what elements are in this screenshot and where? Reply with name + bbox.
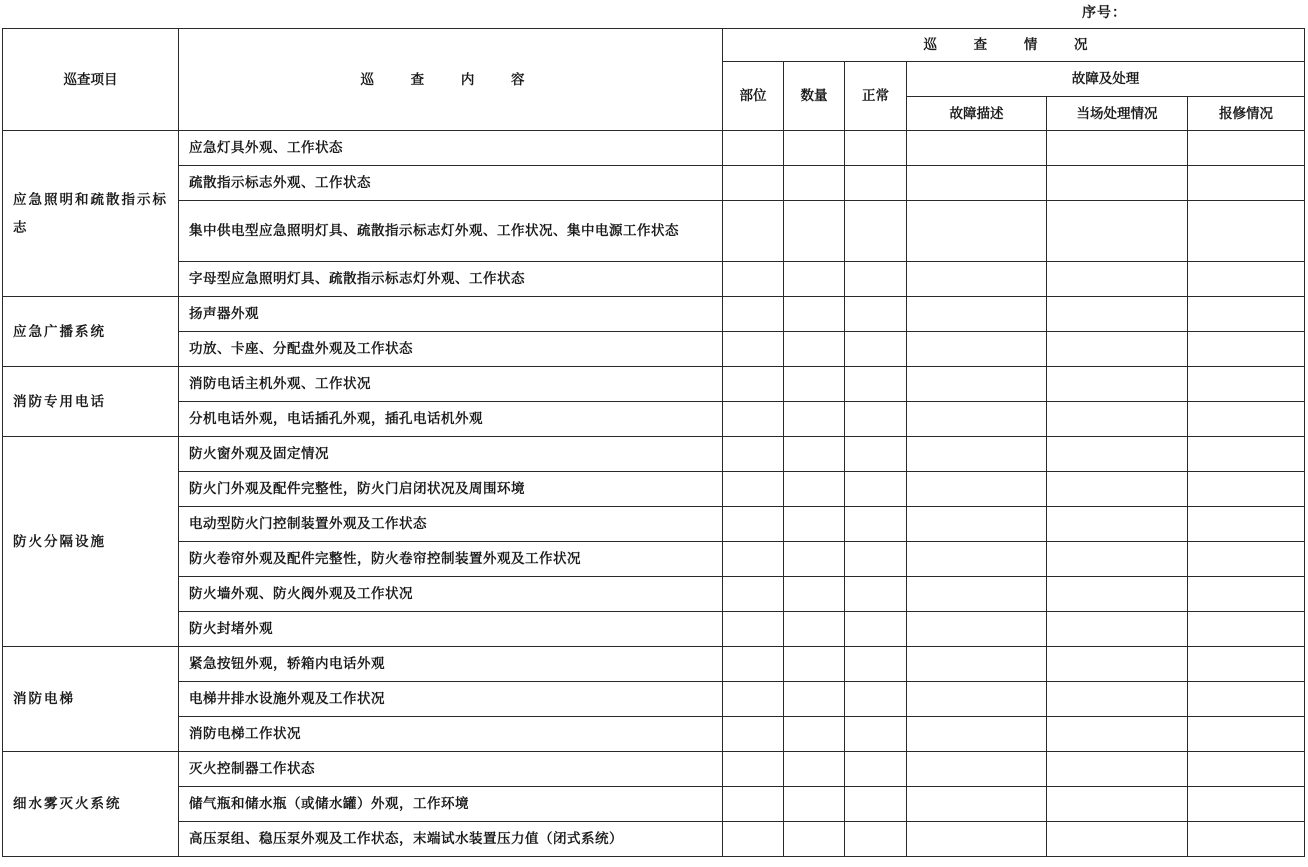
location-cell[interactable] (723, 612, 784, 647)
location-cell[interactable] (723, 717, 784, 752)
onsite-cell[interactable] (1047, 472, 1188, 507)
onsite-cell[interactable] (1047, 297, 1188, 332)
repair-cell[interactable] (1188, 577, 1305, 612)
content-cell: 紧急按钮外观，轿箱内电话外观 (179, 647, 723, 682)
header-normal: 正常 (845, 62, 907, 131)
location-cell[interactable] (723, 131, 784, 166)
table-row (3, 437, 1305, 472)
normal-cell[interactable] (845, 542, 907, 577)
normal-cell[interactable] (845, 577, 907, 612)
table-row (3, 752, 1305, 787)
fault-desc-cell[interactable] (907, 297, 1047, 332)
location-cell[interactable] (723, 367, 784, 402)
location-cell[interactable] (723, 166, 784, 201)
onsite-cell[interactable] (1047, 166, 1188, 201)
header-repair: 报修情况 (1188, 97, 1305, 131)
quantity-cell[interactable] (784, 577, 845, 612)
quantity-cell[interactable] (784, 367, 845, 402)
header-onsite: 当场处理情况 (1047, 97, 1188, 131)
content-cell: 防火封堵外观 (179, 612, 723, 647)
content-cell: 集中供电型应急照明灯具、疏散指示标志灯外观、工作状况、集中电源工作状态 (179, 201, 723, 262)
category-cell: 消防电梯 (3, 647, 179, 752)
content-cell: 消防电梯工作状况 (179, 717, 723, 752)
header-situation: 巡 查 情 况 (723, 29, 1305, 62)
serial-number-label: 序号： (1082, 5, 1127, 21)
repair-cell[interactable] (1188, 647, 1305, 682)
location-cell[interactable] (723, 577, 784, 612)
quantity-cell[interactable] (784, 682, 845, 717)
quantity-cell[interactable] (784, 787, 845, 822)
location-cell[interactable] (723, 332, 784, 367)
quantity-cell[interactable] (784, 647, 845, 682)
repair-cell[interactable] (1188, 717, 1305, 752)
normal-cell[interactable] (845, 201, 907, 262)
content-cell: 应急灯具外观、工作状态 (179, 131, 723, 166)
content-cell: 防火门外观及配件完整性，防火门启闭状况及周围环境 (179, 472, 723, 507)
table-header (3, 29, 1305, 131)
table-row (3, 131, 1305, 166)
header-quantity: 数量 (784, 62, 845, 131)
normal-cell[interactable] (845, 787, 907, 822)
normal-cell[interactable] (845, 131, 907, 166)
location-cell[interactable] (723, 752, 784, 787)
normal-cell[interactable] (845, 682, 907, 717)
fault-desc-cell[interactable] (907, 682, 1047, 717)
fault-desc-cell[interactable] (907, 752, 1047, 787)
repair-cell[interactable] (1188, 612, 1305, 647)
table-body (3, 131, 1305, 857)
location-cell[interactable] (723, 542, 784, 577)
category-cell: 细水雾灭火系统 (3, 752, 179, 857)
normal-cell[interactable] (845, 507, 907, 542)
quantity-cell[interactable] (784, 542, 845, 577)
repair-cell[interactable] (1188, 262, 1305, 297)
onsite-cell[interactable] (1047, 787, 1188, 822)
fault-desc-cell[interactable] (907, 131, 1047, 166)
table-row (3, 822, 1305, 857)
fault-desc-cell[interactable] (907, 402, 1047, 437)
table-row (3, 577, 1305, 612)
repair-cell[interactable] (1188, 402, 1305, 437)
header-fault-group: 故障及处理 (907, 62, 1305, 97)
location-cell[interactable] (723, 472, 784, 507)
repair-cell[interactable] (1188, 752, 1305, 787)
repair-cell[interactable] (1188, 166, 1305, 201)
normal-cell[interactable] (845, 332, 907, 367)
quantity-cell[interactable] (784, 166, 845, 201)
content-cell: 功放、卡座、分配盘外观及工作状态 (179, 332, 723, 367)
onsite-cell[interactable] (1047, 682, 1188, 717)
normal-cell[interactable] (845, 402, 907, 437)
location-cell[interactable] (723, 787, 784, 822)
quantity-cell[interactable] (784, 131, 845, 166)
content-cell: 防火窗外观及固定情况 (179, 437, 723, 472)
category-cell: 防火分隔设施 (3, 437, 179, 647)
table-row (3, 262, 1305, 297)
normal-cell[interactable] (845, 367, 907, 402)
onsite-cell[interactable] (1047, 367, 1188, 402)
onsite-cell[interactable] (1047, 262, 1188, 297)
fault-desc-cell[interactable] (907, 507, 1047, 542)
table-row (3, 297, 1305, 332)
content-cell: 字母型应急照明灯具、疏散指示标志灯外观、工作状态 (179, 262, 723, 297)
fault-desc-cell[interactable] (907, 542, 1047, 577)
table-row (3, 647, 1305, 682)
fault-desc-cell[interactable] (907, 472, 1047, 507)
onsite-cell[interactable] (1047, 131, 1188, 166)
table-row (3, 717, 1305, 752)
fault-desc-cell[interactable] (907, 201, 1047, 262)
table-row (3, 166, 1305, 201)
normal-cell[interactable] (845, 472, 907, 507)
repair-cell[interactable] (1188, 131, 1305, 166)
quantity-cell[interactable] (784, 612, 845, 647)
table-row (3, 332, 1305, 367)
onsite-cell[interactable] (1047, 332, 1188, 367)
fault-desc-cell[interactable] (907, 822, 1047, 857)
repair-cell[interactable] (1188, 297, 1305, 332)
location-cell[interactable] (723, 297, 784, 332)
fault-desc-cell[interactable] (907, 332, 1047, 367)
content-cell: 疏散指示标志外观、工作状态 (179, 166, 723, 201)
repair-cell[interactable] (1188, 682, 1305, 717)
onsite-cell[interactable] (1047, 612, 1188, 647)
table-row (3, 472, 1305, 507)
repair-cell[interactable] (1188, 507, 1305, 542)
table-row (3, 367, 1305, 402)
repair-cell[interactable] (1188, 472, 1305, 507)
table-row (3, 402, 1305, 437)
quantity-cell[interactable] (784, 507, 845, 542)
fault-desc-cell[interactable] (907, 367, 1047, 402)
location-cell[interactable] (723, 647, 784, 682)
repair-cell[interactable] (1188, 822, 1305, 857)
category-cell: 应急广播系统 (3, 297, 179, 367)
normal-cell[interactable] (845, 647, 907, 682)
content-cell: 灭火控制器工作状态 (179, 752, 723, 787)
onsite-cell[interactable] (1047, 577, 1188, 612)
content-cell: 消防电话主机外观、工作状况 (179, 367, 723, 402)
location-cell[interactable] (723, 682, 784, 717)
table-row (3, 682, 1305, 717)
normal-cell[interactable] (845, 752, 907, 787)
normal-cell[interactable] (845, 437, 907, 472)
normal-cell[interactable] (845, 262, 907, 297)
quantity-cell[interactable] (784, 332, 845, 367)
repair-cell[interactable] (1188, 332, 1305, 367)
quantity-cell[interactable] (784, 472, 845, 507)
onsite-cell[interactable] (1047, 507, 1188, 542)
inspection-table (2, 28, 1305, 857)
content-cell: 防火卷帘外观及配件完整性，防火卷帘控制装置外观及工作状况 (179, 542, 723, 577)
normal-cell[interactable] (845, 822, 907, 857)
content-cell: 分机电话外观，电话插孔外观，插孔电话机外观 (179, 402, 723, 437)
quantity-cell[interactable] (784, 752, 845, 787)
content-cell: 高压泵组、稳压泵外观及工作状态，末端试水装置压力值（闭式系统） (179, 822, 723, 857)
fault-desc-cell[interactable] (907, 787, 1047, 822)
onsite-cell[interactable] (1047, 201, 1188, 262)
header-item: 巡查项目 (3, 29, 179, 131)
onsite-cell[interactable] (1047, 822, 1188, 857)
quantity-cell[interactable] (784, 717, 845, 752)
location-cell[interactable] (723, 507, 784, 542)
category-cell: 应急照明和疏散指示标志 (3, 131, 179, 297)
repair-cell[interactable] (1188, 201, 1305, 262)
normal-cell[interactable] (845, 166, 907, 201)
quantity-cell[interactable] (784, 262, 845, 297)
quantity-cell[interactable] (784, 297, 845, 332)
location-cell[interactable] (723, 402, 784, 437)
content-cell: 电梯井排水设施外观及工作状况 (179, 682, 723, 717)
fault-desc-cell[interactable] (907, 166, 1047, 201)
fault-desc-cell[interactable] (907, 437, 1047, 472)
quantity-cell[interactable] (784, 201, 845, 262)
repair-cell[interactable] (1188, 542, 1305, 577)
onsite-cell[interactable] (1047, 542, 1188, 577)
fault-desc-cell[interactable] (907, 647, 1047, 682)
fault-desc-cell[interactable] (907, 262, 1047, 297)
content-cell: 电动型防火门控制装置外观及工作状态 (179, 507, 723, 542)
repair-cell[interactable] (1188, 367, 1305, 402)
onsite-cell[interactable] (1047, 717, 1188, 752)
content-cell: 扬声器外观 (179, 297, 723, 332)
table-row (3, 507, 1305, 542)
table-row (3, 542, 1305, 577)
onsite-cell[interactable] (1047, 402, 1188, 437)
normal-cell[interactable] (845, 717, 907, 752)
location-cell[interactable] (723, 822, 784, 857)
category-cell: 消防专用电话 (3, 367, 179, 437)
table-row (3, 201, 1305, 262)
location-cell[interactable] (723, 262, 784, 297)
content-cell: 防火墙外观、防火阀外观及工作状况 (179, 577, 723, 612)
header-location: 部位 (723, 62, 784, 131)
repair-cell[interactable] (1188, 787, 1305, 822)
repair-cell[interactable] (1188, 437, 1305, 472)
onsite-cell[interactable] (1047, 437, 1188, 472)
fault-desc-cell[interactable] (907, 612, 1047, 647)
table-row (3, 612, 1305, 647)
fault-desc-cell[interactable] (907, 577, 1047, 612)
quantity-cell[interactable] (784, 437, 845, 472)
fault-desc-cell[interactable] (907, 717, 1047, 752)
normal-cell[interactable] (845, 612, 907, 647)
content-cell: 储气瓶和储水瓶（或储水罐）外观，工作环境 (179, 787, 723, 822)
quantity-cell[interactable] (784, 822, 845, 857)
normal-cell[interactable] (845, 297, 907, 332)
location-cell[interactable] (723, 437, 784, 472)
header-fault-desc: 故障描述 (907, 97, 1047, 131)
quantity-cell[interactable] (784, 402, 845, 437)
location-cell[interactable] (723, 201, 784, 262)
onsite-cell[interactable] (1047, 647, 1188, 682)
onsite-cell[interactable] (1047, 752, 1188, 787)
table-row (3, 787, 1305, 822)
header-content: 巡 查 内 容 (179, 29, 723, 131)
